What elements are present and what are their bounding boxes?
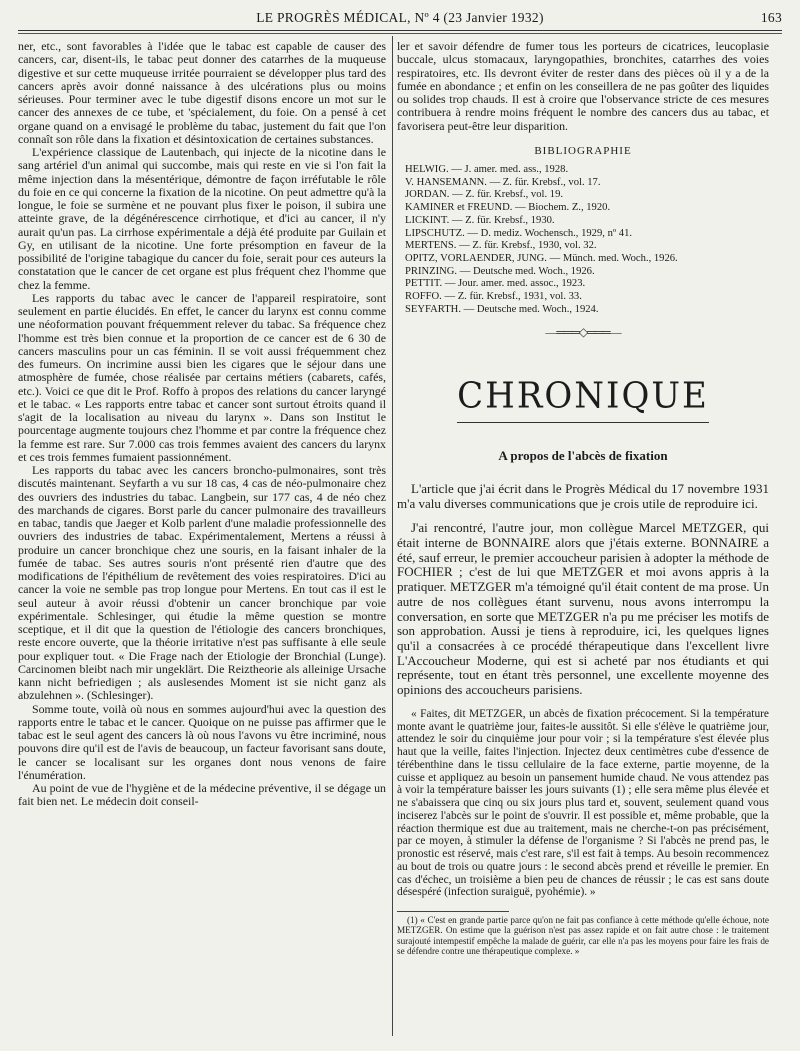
body-paragraph: Les rapports du tabac avec le cancer de l'appareil respiratoire, sont seulement en partie élucidés. En effet, le cancer du larynx est connu comme une néoformation pouvant fréquemment relever du tabac. Sa fréquence chez l'homme est très bien connue et la proportion de ce cancer est de 6 30 de cancers masculins pour un cas féminin. Il se voit aussi fréquemment chez des fumeurs. On incrimine aussi bien les cigares que le séjour dans une atmosphère de fumée, chose réalisée par certains métiers (cabarets, cafés, etc.). Voici ce que dit le Prof. Roffo à propos des relations du cancer laryngé et le tabac. « Les rapports entre tabac et cancer sont surtout étroits quand il s'agit de la localisation au niveau du larynx ». Dans son Institut le pourcentage augmente toujours chez l'homme et par contre la fréquence chez la femme est rare. Sur 7.000 cas trois femmes avaient des cancers du larynx et ces trois femmes fumaient passionnément. <box>18 290 386 464</box>
page-number: 163 <box>760 10 782 25</box>
body-paragraph: ler et savoir défendre de fumer tous les porteurs de cicatrices, leucoplasie buccale, ulcus stomacaux, laryngopathies, bronchites, catarrhes des voies respiratoires, etc. Ils devront éviter de rester dans des pièces où il y a de la fumée en abondance ; et enfin on les conseillera de ne pas goûter des liquides ou solides trop chauds. Il est à croire que l'observance stricte de ces mesures contribuera à rendre moins fréquent le nombre des cancers dus au tabac, et favorisera peut-être leur disparition. <box>397 39 769 133</box>
header-rule-secondary <box>18 33 782 34</box>
column-divider <box>392 36 393 1036</box>
bibliography-entry: PRINZING. — Deutsche med. Woch., 1926. <box>405 265 595 277</box>
bibliography-entry: SEYFARTH. — Deutsche med. Woch., 1924. <box>405 303 599 315</box>
body-paragraph: Somme toute, voilà où nous en sommes aujourd'hui avec la question des rapports entre le tabac et le cancer. Quoique on ne puisse pas affirmer que le tabac est le seul agent des cancers là où nous l'avons vu être incriminé, nous pouvons dire qu'il est de l'avis de beaucoup, un facteur favorisant sans doute, le cancer se localisant sur les organes dont nous venons de faire l'énumération. <box>18 701 386 782</box>
left-column <box>18 40 386 809</box>
section-ornament: —═══◇═══— <box>545 325 621 340</box>
running-header <box>18 8 782 30</box>
article-paragraph: L'article que j'ai écrit dans le Progrès Médical du 17 novembre 1931 m'a valu diverses communications que je crois utile de reproduire ici. <box>397 480 769 511</box>
footnote-rule <box>397 911 509 912</box>
bibliography-entry: JORDAN. — Z. für. Krebsf., vol. 19. <box>405 189 564 201</box>
bibliography-entry: V. HANSEMANN. — Z. für. Krebsf., vol. 17. <box>405 176 601 188</box>
section-title: CHRONIQUE <box>457 374 709 417</box>
bibliography-entry: KAMINER et FREUND. — Biochem. Z., 1920. <box>405 202 611 214</box>
footnote: (1) « C'est en grande partie parce qu'on ne fait pas confiance à cette méthode qu'elle échoue, note METZGER. On estime que la guérison n'est pas assez rapide et on fait autre chose : le traitement surajouté intempestif empêche la malade de guérir, car elle n'a pas les moyens pour faire les frais de se défendre contre une thérapeutique complexe. » <box>397 915 769 957</box>
article-title: A propos de l'abcès de fixation <box>498 447 668 463</box>
article-body <box>397 482 769 698</box>
body-paragraph: L'expérience classique de Lautenbach, qui injecte de la nicotine dans le sang artériel d'un animal qui succombe, mais qui reste en vie si l'on fait la même injection dans la mésentérique, démontre de façon irréfutable le rôle du foie en ce qui concerne la fixation de la nicotine. On peut admettre qu'à la longue, le foie se surmène et ne pouvant plus fixer le poison, il subira une atteinte grave, de la dégénérescence cirrhotique, et d'ici au cancer, il n'y aurait qu'un pas. La cirrhose expérimentale a déjà été produite par Guilain et Gy, en utilisant de la nicotine. Une forte présomption en faveur de la possibilité de l'origine tabagique du cancer du foie, serait pour ces auteurs la constatation que le cancer de cet organe est plus fréquent chez l'homme que chez la femme. <box>18 145 386 292</box>
block-quote: « Faites, dit METZGER, un abcès de fixation précocement. Si la température monte avant le quatrième jour, faites-le aussitôt. Si elle s'élève le quatrième jour, attendez le soir du cinquième jour pour voir ; si la température s'est élevée plus haut que la veille, faites l'injection. Injectez deux centimètres cube d'essence de térébenthine dans le tissu cellulaire de la face externe, partie moyenne, de la cuisse et appliquez au besoin un pansement humide chaud. Ne vous attendez pas à voir la température baisser les jours suivants (1) ; elle sera même plus élevée et ne s'abaissera que cinq ou six jours plus tard et, souvent, seulement quand vous inciserez l'abcès sur le point de s'ouvrir. Il est possible et, même probable, que la réaction thermique est due au traitement, mais ne cherche-t-on pas précisément, par ce moyen, à stimuler la défense de l'organisme ? Si l'abcès ne prend pas, le pronostic est réservé, mais c'est rare, s'il est fait à temps. Au besoin recommencez au bout de trois ou quatre jours : le second abcès prend et réveille le premier. En cas d'échec, un troisième a bien peu de chances de réussir ; le cas est sans doute désespéré (infection suraiguë, pyohémie). » <box>397 707 769 899</box>
body-paragraph: Les rapports du tabac avec les cancers broncho-pulmonaires, sont très discutés maintenant. Seyfarth a vu sur 18 cas, 4 cas de néo-pulmonaire chez des ouvriers des industries du tabac. Langbein, sur 177 cas, 4 de néo chez des marchands de cigares. Borst parle du cancer pulmonaire des travailleurs en tabac, tandis que Jaeger et Kolb parlent d'une maladie professionnelle des ouvriers des industries de tabac. Expérimentalement, Mertens a réussi à produire un cancer bronchique chez une souris, en la faisant inhaler de la fumée de tabac. Ses autres souris n'ont présenté rien d'autre que des modifications de l'épithélium de revêtement des voies respiratoires. D'ici au cancer la voie ne semble pas trop longue pour Mertens. En tout cas il est le seul auteur à avoir réussi d'obtenir un cancer bronchique par voie expérimentale. Schlesinger, qui étudie la même question se montre sceptique, et il dit que la question de l'étiologie des cancers bronchiques, reste encore ouverte, que la théorie irritative n'est pas suffisante à elle seule pour expliquer tout. « Die Frage nach der Etiologie der Bronchial (Lunge). Carcinomen bleibt nach mir ungeklärt. Die Reiztheorie als alleinige Ursache kann nicht befriedigen ; als auslesendes Moment ist sie nicht ganz als abzulehnen ». (Schlesinger). <box>18 463 386 703</box>
header-rule <box>18 30 782 31</box>
bibliography-entry: HELWIG. — J. amer. med. ass., 1928. <box>405 164 569 175</box>
body-paragraph: ner, etc., sont favorables à l'idée que le tabac est capable de causer des cancers, car, disent-ils, le tabac peut donner des catarrhes de la muqueuse digestive et sur cette muqueuse irritée pourraient se développer plus tard des cancers après avoir donné naissance à des ulcérations plus ou moins sérieuses. Pour terminer avec le tube digestif disons encore un mot sur le cancer des annexes de ce tube, et 'spécialement, du foie. On a pensé à cet organe quand on a envisagé le problème du tabac, justement du fait que l'on connaît son rôle dans la fixation et désintoxication de certaines substances. <box>18 39 386 146</box>
bibliography-entry: PETTIT. — Jour. amer. med. assoc., 1923. <box>405 278 586 290</box>
bibliography-list <box>405 164 769 316</box>
right-column <box>397 40 769 957</box>
article-paragraph: J'ai rencontré, l'autre jour, mon collègue Marcel METZGER, qui était interne de BONNAIRE alors que j'étais externe. BONNAIRE a été, sauf erreur, le premier accoucheur parisien à adopter la méthode de FOCHIER ; c'est de lui que METZGER et moi avons appris à la pratiquer. METZGER m'a témoigné qu'il était content de ma prose. Un autre de nos collègues étant survenu, nous avons interrompu la conversation, en sorte que METZGER n'a pu me préciser les motifs de son approbation. Aussi je tiens à reproduire, ici, les quelques lignes qu'il a consacrées à ce procédé thérapeutique dans l'excellent livre L'Accoucheur Moderne, qui est si acheté par nos étudiants et qui représente, tout en étant très personnel, une excellente moyenne des opinions des accoucheurs parisiens. <box>397 520 769 698</box>
bibliography-entry: OPITZ, VORLAENDER, JUNG. — Münch. med. Woch., 1926. <box>405 252 678 264</box>
bibliography-heading: BIBLIOGRAPHIE <box>534 144 632 157</box>
bibliography-entry: ROFFO. — Z. für. Krebsf., 1931, vol. 33. <box>405 291 582 303</box>
section-title-rule <box>457 422 709 423</box>
body-paragraph: Au point de vue de l'hygiène et de la médecine préventive, il se dégage un fait bien net. Le médecin doit conseil- <box>18 781 386 809</box>
journal-title: LE PROGRÈS MÉDICAL, Nº 4 (23 Janvier 1932) <box>256 10 544 25</box>
bibliography-entry: MERTENS. — Z. für. Krebsf., 1930, vol. 32. <box>405 240 597 252</box>
bibliography-entry: LICKINT. — Z. für. Krebsf., 1930. <box>405 214 555 226</box>
bibliography-entry: LIPSCHUTZ. — D. mediz. Wochensch., 1929, nº 41. <box>405 227 633 239</box>
